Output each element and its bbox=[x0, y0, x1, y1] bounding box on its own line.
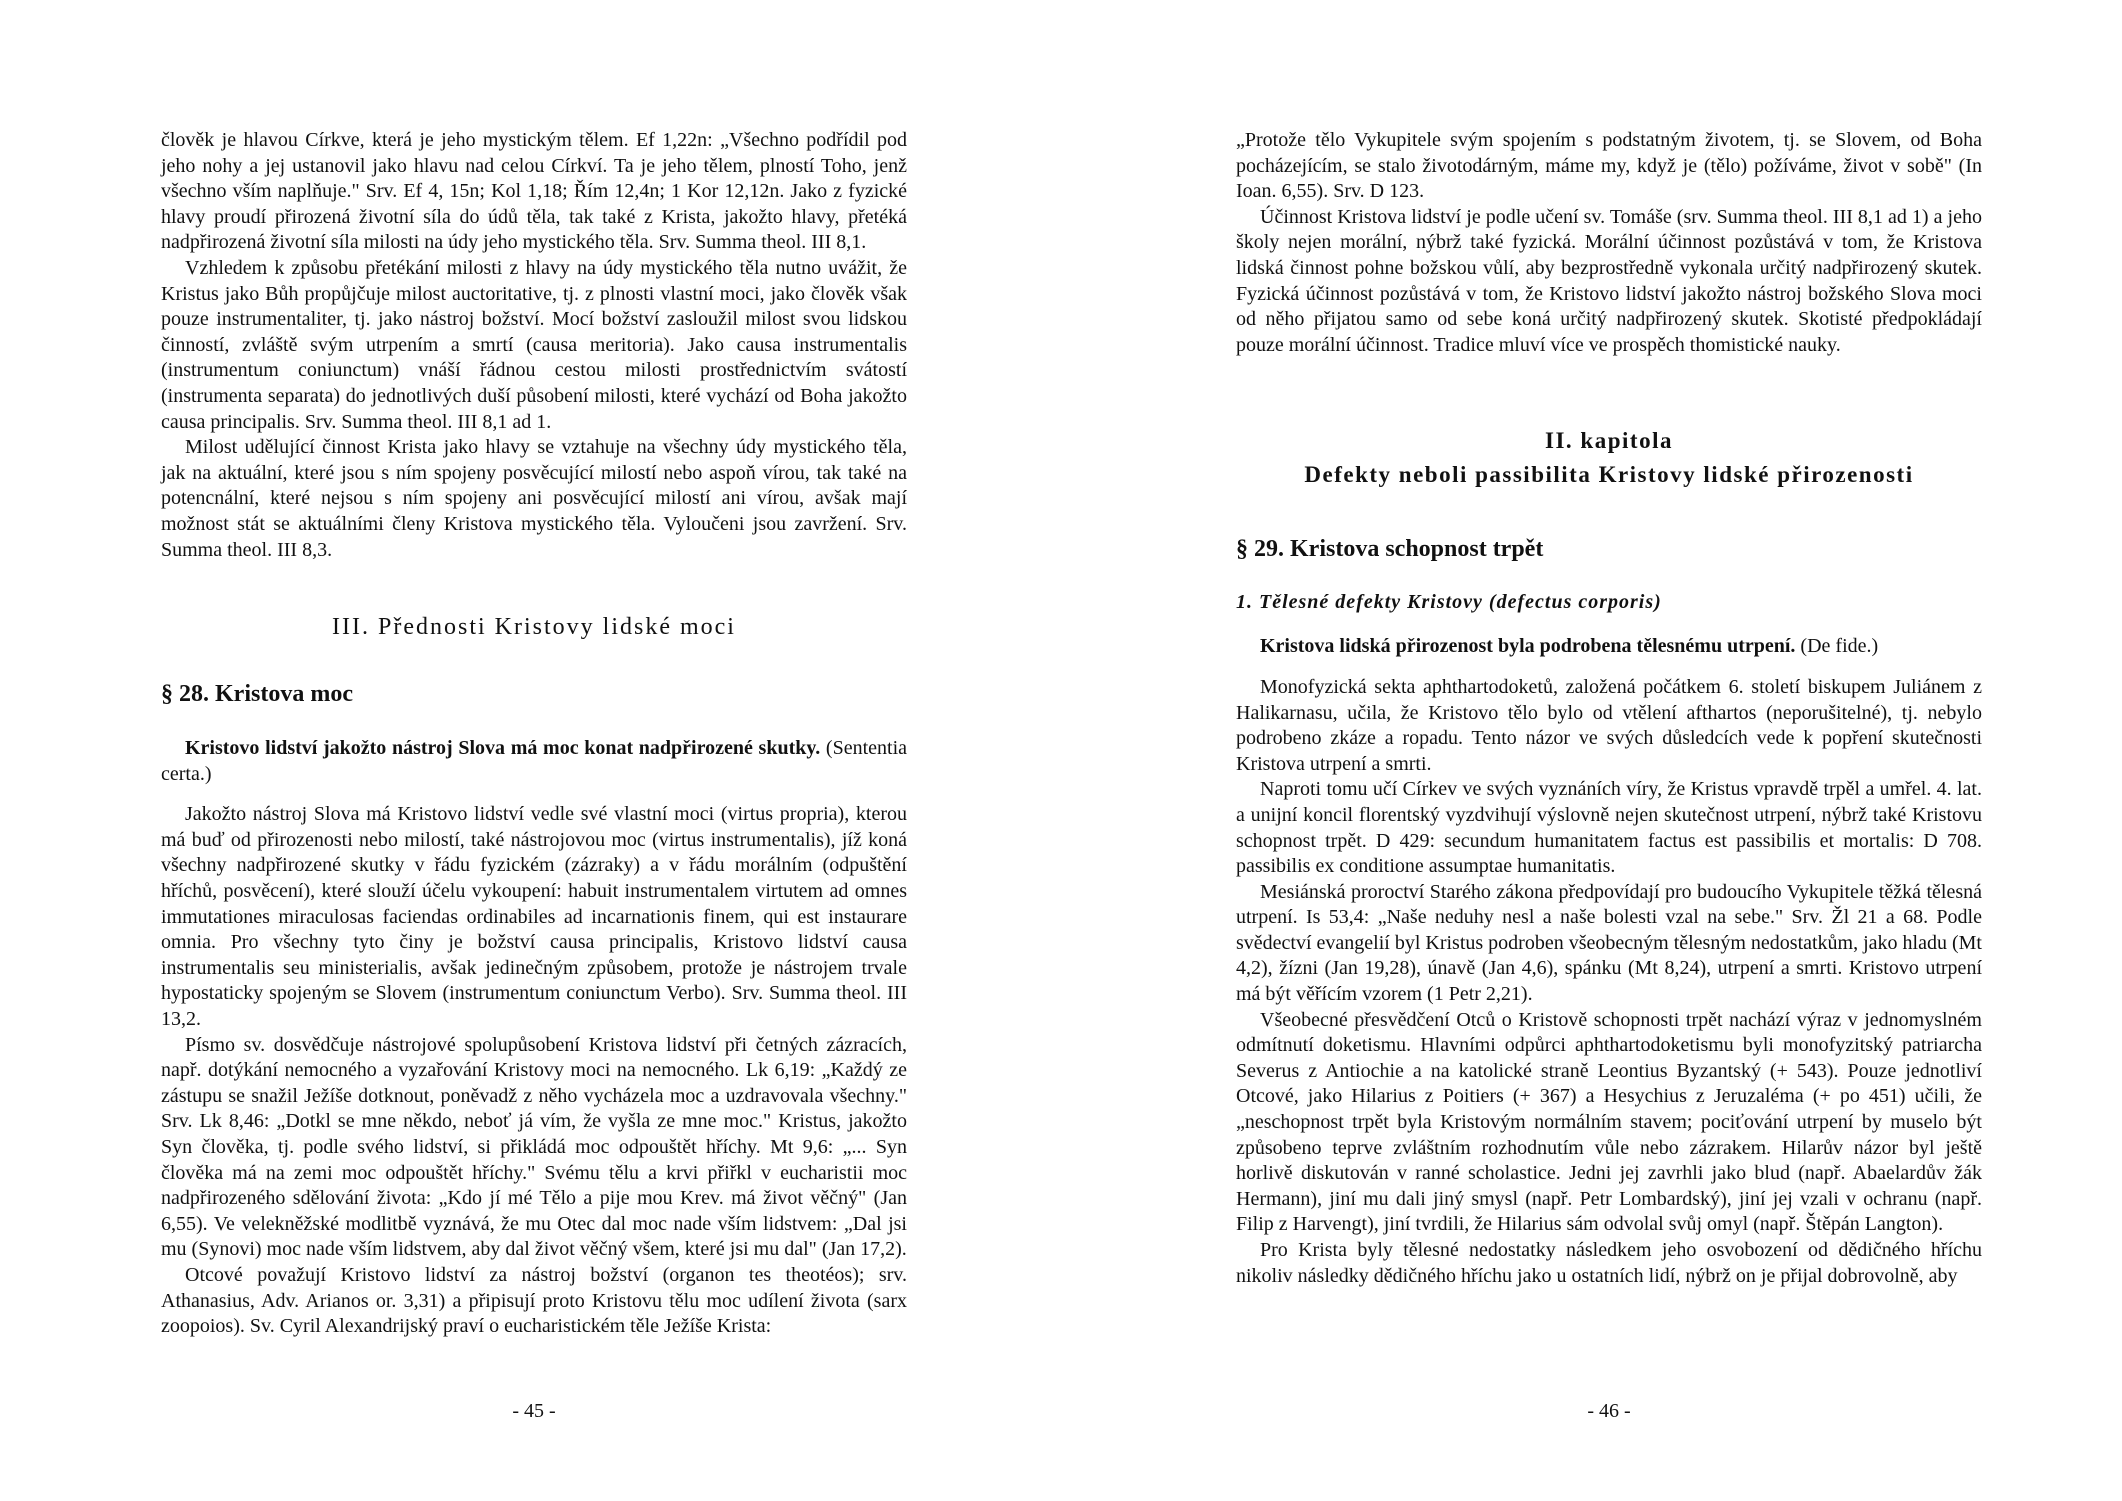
section-heading-28: § 28. Kristova moc bbox=[161, 681, 353, 708]
chapter-heading bbox=[1236, 424, 1982, 492]
thesis-statement-28 bbox=[161, 736, 907, 787]
left-paragraph-2: Vzhledem k způsobu přetékání milosti z hlavy na údy mystického těla nutno uvážit, že Kristus jako Bůh propůjčuje milost auctoritative, tj. z plnosti vlastní moci, jako člověk však pouze instrumentaliter, tj. jako nástroj božství. Mocí božství zasloužil milost svou lidskou činností, zvláště svým utrpením a smrtí (causa meritoria). Jako causa instrumentalis (instrumentum coniunctum) vnáší řádnou cestou milosti prostřednictvím svátostí (instrumenta separata) do jednotlivých duší působení milosti, které vychází od Boha jakožto causa principalis. Srv. Summa theol. III 8,1 ad 1. bbox=[161, 256, 907, 433]
left-paragraph-1: člověk je hlavou Církve, která je jeho mystickým tělem. Ef 1,22n: „Všechno podřídil pod jeho nohy a jej ustanovil jako hlavu nad celou Církví. Ta je jeho tělem, plností Toho, jenž všechno vším naplňuje." Srv. Ef 4, 15n; Kol 1,18; Řím 12,4n; 1 Kor 12,12n. Jako z fyzické hlavy proudí přirozená životní síla do údů těla, tak také z Krista, jakožto hlavy, přetéká nadpřirozená životní síla milosti na údy jeho mystického těla. Srv. Summa theol. III 8,1. bbox=[161, 129, 907, 254]
right-paragraph-2: Účinnost Kristova lidství je podle učení sv. Tomáše (srv. Summa theol. III 8,1 ad 1) a jeho školy nejen morální, nýbrž také fyzická. Morální účinnost pozůstává v tom, že Kristova lidská činnost pohne božskou vůlí, aby bezprostředně vykonala určitý nadpřirozený skutek. Fyzická účinnost pozůstává v tom, že Kristovo lidství jakožto nástroj božského Slova moci od něho přijatou samo od sebe koná určitý nadpřirozený skutek. Skotisté předpokládají pouze morální účinnost. Tradice mluví více ve prospěch thomistické nauky. bbox=[1236, 205, 1982, 356]
left-paragraph-6: Otcové považují Kristovo lidství za nástroj božství (organon tes theotéos); srv. Athanasius, Adv. Arianos or. 3,31) a připisují proto Kristovu tělu moc udílení života (sarx zoopoios). Sv. Cyril Alexandrijský praví o eucharistickém těle Ježíše Krista: bbox=[161, 1263, 907, 1338]
chapter-title: Defekty neboli passibilita Kristovy lidské přirozenosti bbox=[1304, 462, 1914, 488]
right-page bbox=[1236, 128, 1982, 1289]
left-paragraph-5: Písmo sv. dosvědčuje nástrojové spolupůsobení Kristova lidství při četných zázracích, např. dotýkání nemocného a vyzařování Kristovy moci na nemocného. Lk 6,19: „Každý ze zástupu se snažil Ježíše dotknout, poněvadž z něho vycházela moc a uzdravovala všechny." Srv. Lk 8,46: „Dotkl se mne někdo, neboť já vím, že vyšla ze mne moc." Kristus, jakožto Syn člověka, tj. podle svého lidství, si přikládá moc odpouštět hříchy. Mt 9,6: „... Syn člověka má na zemi moc odpouštět hříchy." Svému tělu a krvi přiřkl v eucharistii moc nadpřirozeného sdělování života: „Kdo jí mé Tělo a pije mou Krev. má život věčný" (Jan 6,55). Ve velekněžské modlitbě vyznává, že mu Otec dal moc nade vším lidstvem: „Dal jsi mu (Synovi) moc nade vším lidstvem, aby dal život věčný všem, které jsi mu dal" (Jan 17,2). bbox=[161, 1033, 907, 1261]
left-paragraph-4: Jakožto nástroj Slova má Kristovo lidství vedle své vlastní moci (virtus propria), kterou má buď od přirozenosti nebo milostí, také nástrojovou moc (virtus instrumentalis), jíž koná všechny nadpřirozené skutky v řádu fyzickém (zázraky) a v řádu morálním (odpuštění hříchů, posvěcení), které slouží účelu vykoupení: habuit instrumentalem virtutem ad omnes immutationes miraculosas faciendas ordinabiles ad incarnationis finem, qui est instaurare omnia. Pro všechny tyto činy je božství causa principalis, Kristovo lidství causa instrumentalis seu ministerialis, avšak jedinečným způsobem, protože je nástrojem trvale hypostaticky spojeným se Slovem (instrumentum coniunctum Verbo). Srv. Summa theol. III 13,2. bbox=[161, 803, 907, 1031]
right-paragraph-6: Všeobecné přesvědčení Otců o Kristově schopnosti trpět nachází výraz v jednomyslném odmítnutí doketismu. Hlavními odpůrci aphthartodoketismu byli monofyzitský patriarcha Severus z Antiochie a na katolické straně Leontius Byzantský (+ 543). Pouze jednotliví Otcové, jako Hilarius z Poitiers (+ 367) a Hesychius z Jeruzaléma (+ po 451) učili, že „neschopnost trpět byla Kristovým normálním stavem; pociťování utrpení by muselo být způsobeno teprve zvláštním rozhodnutím vůle nebo zázrakem. Hilarův názor byl ještě horlivě diskutován v ranné scholastice. Jedni jej zavrhli jako blud (např. Abaelardův žák Hermann), jiní mu dali jiný smysl (např. Petr Lombardský), jiní jej vzali v ochranu (např. Filip z Harvengt), jiní tvrdili, že Hilarius sám odvolal svůj omyl (např. Štěpán Langton). bbox=[1236, 1008, 1982, 1236]
chapter-number: II. kapitola bbox=[1545, 428, 1673, 454]
section-heading-29: § 29. Kristova schopnost trpět bbox=[1236, 536, 1544, 563]
right-paragraph-5: Mesiánská proroctví Starého zákona předpovídají pro budoucího Vykupitele těžká tělesná utrpení. Is 53,4: „Naše neduhy nesl a naše bolesti vzal na sebe." Srv. Žl 21 a 68. Podle svědectví evangelií byl Kristus podroben všeobecným tělesným nedostatkům, jako hladu (Mt 4,2), žízni (Jan 19,28), únavě (Jan 4,6), spánku (Mt 8,24), utrpení a smrti. Kristovo utrpení má být věřícím vzorem (1 Petr 2,21). bbox=[1236, 880, 1982, 1006]
left-paragraph-3: Milost udělující činnost Krista jako hlavy se vztahuje na všechny údy mystického těla, jak na aktuální, které jsou s ním spojeny posvěcující milostí nebo aspoň vírou, tak také na potencnální, které nejsou s ním spojeny ani posvěcující milostí ani vírou, avšak mají možnost stát se aktuálními členy Kristova mystického těla. Vyloučeni jsou zavržení. Srv. Summa theol. III 8,3. bbox=[161, 436, 907, 561]
thesis-certainty-29: (De fide.) bbox=[1800, 635, 1879, 658]
thesis-statement-29 bbox=[1236, 634, 1982, 660]
thesis-certainty-28: (Sententia certa.) bbox=[161, 737, 908, 785]
page-number-left: - 45 - bbox=[512, 1400, 556, 1422]
thesis-bold-28: Kristovo lidství jakožto nástroj Slova má moc konat nadpřirozené skutky. bbox=[185, 737, 821, 760]
subsection-heading: 1. Tělesné defekty Kristovy (defectus corporis) bbox=[1236, 591, 1662, 614]
thesis-bold-29: Kristova lidská přirozenost byla podrobena tělesnému utrpení. bbox=[1260, 635, 1796, 658]
right-paragraph-4: Naproti tomu učí Církev ve svých vyznáních víry, že Kristus vpravdě trpěl a umřel. 4. lat. a unijní koncil florentský vyzdvihují výslovně nejen skutečnost utrpení, nýbrž také Kristovu schopnost trpět. D 429: secundum humanitatem factus est passibilis et mortalis: D 708. passibilis ex conditione assumptae humanitatis. bbox=[1236, 778, 1982, 878]
right-paragraph-1: „Protože tělo Vykupitele svým spojením s podstatným životem, tj. se Slovem, od Boha pocházejícím, se stalo životodárným, máme my, když je (tělo) požíváme, život v sobě" (In Ioan. 6,55). Srv. D 123. bbox=[1236, 129, 1982, 203]
page-number-right: - 46 - bbox=[1587, 1400, 1631, 1422]
left-page bbox=[161, 128, 907, 1340]
right-paragraph-3: Monofyzická sekta aphthartodoketů, založená počátkem 6. století biskupem Juliánem z Halikarnasu, učila, že Kristovo tělo bylo od vtělení afthartos (neporušitelné), tj. nebylo podrobeno zkáze a ropadu. Tento názor ve svých důsledcích vede k popření skutečnosti Kristova utrpení a smrti. bbox=[1236, 675, 1982, 775]
part-heading: III. Přednosti Kristovy lidské moci bbox=[332, 614, 736, 641]
right-paragraph-7: Pro Krista byly tělesné nedostatky následkem jeho osvobození od dědičného hříchu nikoliv následky dědičného hříchu jako u ostatních lidí, nýbrž on je přijal dobrovolně, aby bbox=[1236, 1239, 1982, 1287]
